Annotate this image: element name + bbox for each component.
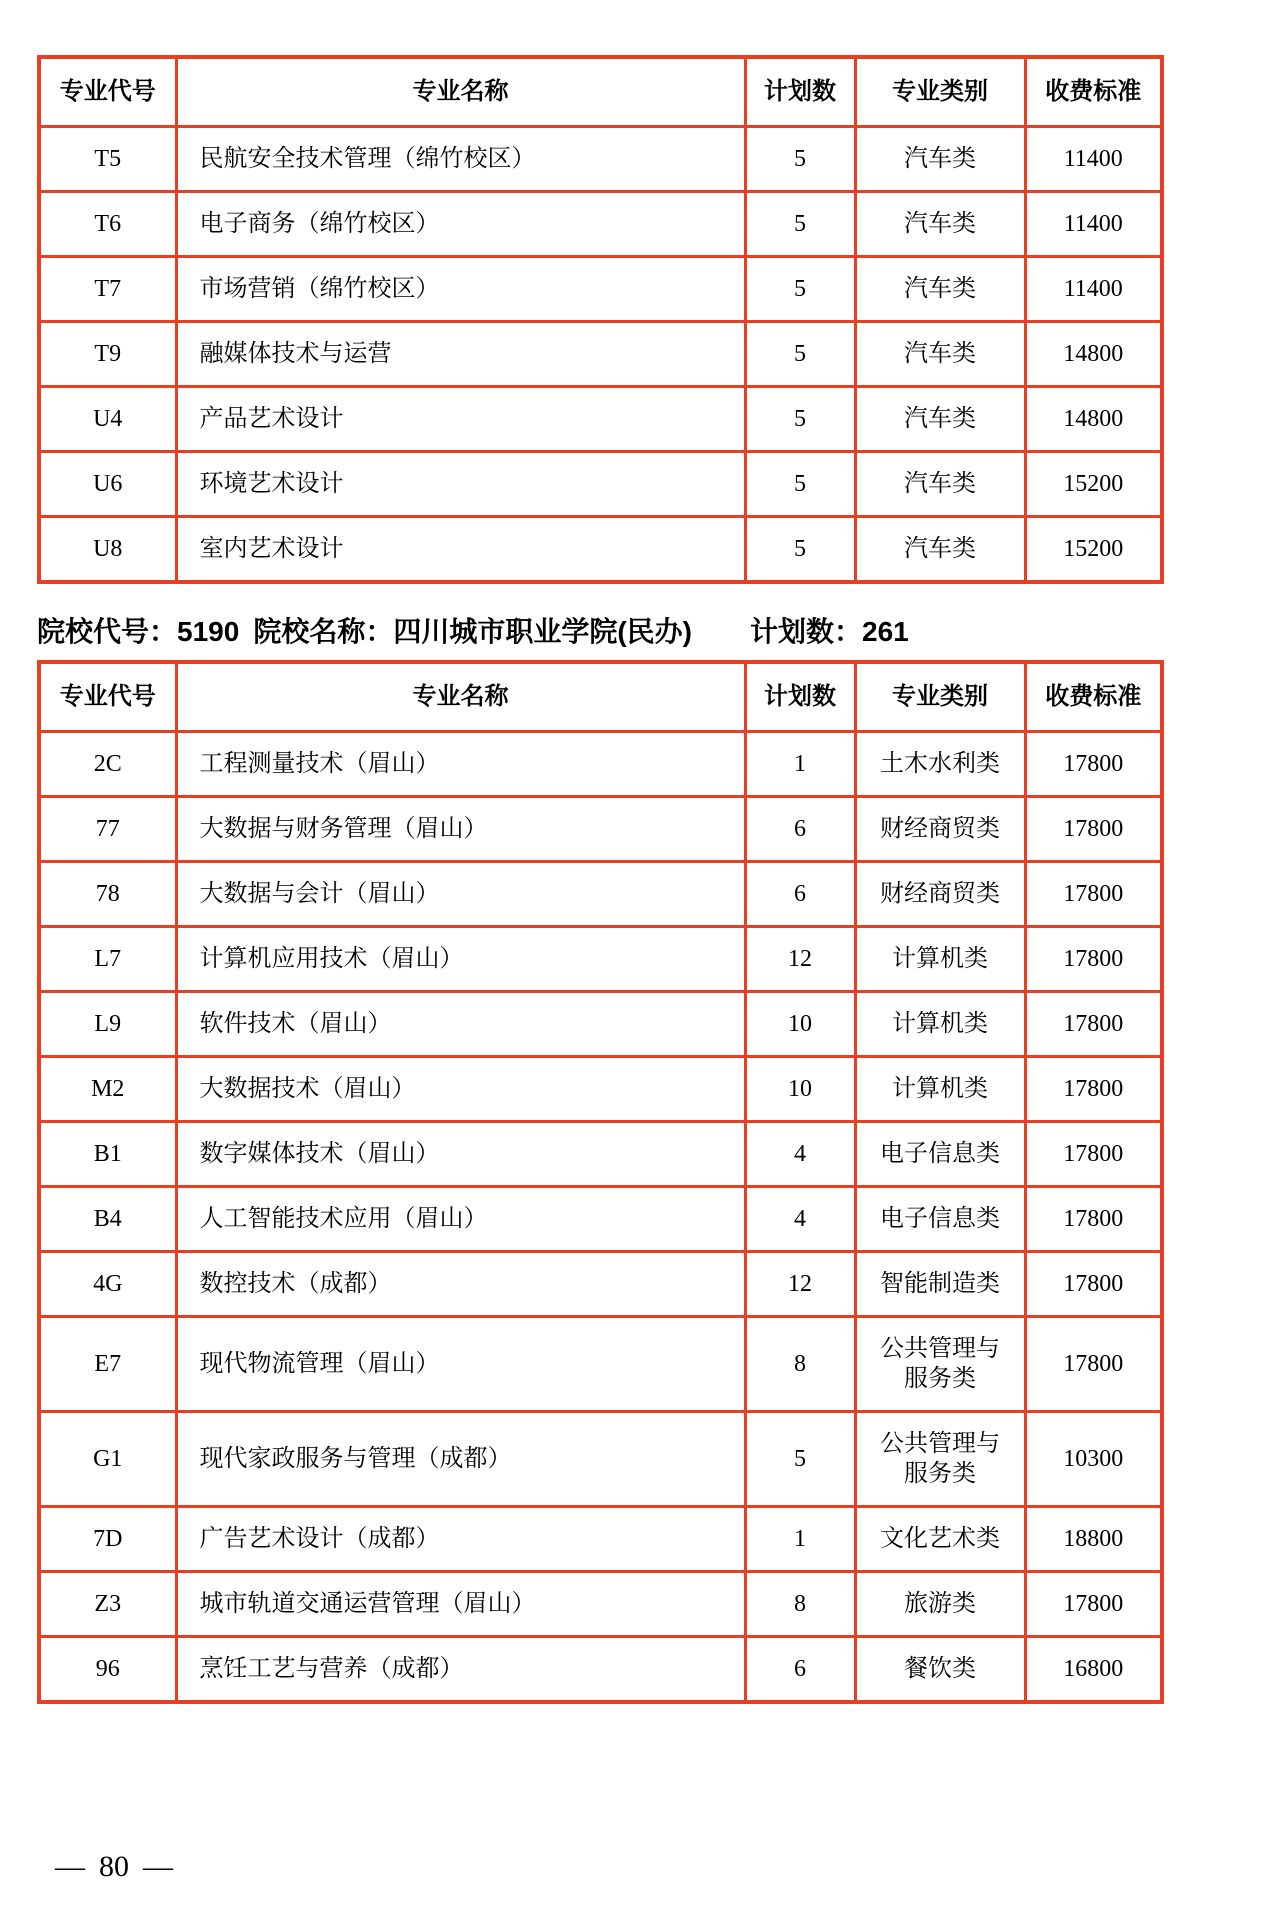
cell-major-category: 汽车类 <box>855 192 1025 257</box>
cell-major-category: 计算机类 <box>855 992 1025 1057</box>
page-footer <box>37 1849 1269 1885</box>
cell-fee-standard: 17800 <box>1025 797 1162 862</box>
plan-table-1 <box>37 55 1164 584</box>
cell-major-name: 广告艺术设计（成都） <box>176 1507 745 1572</box>
cell-major-code: 7D <box>39 1507 176 1572</box>
cell-major-name: 数字媒体技术（眉山） <box>176 1122 745 1187</box>
cell-fee-standard: 16800 <box>1025 1637 1162 1703</box>
table-row <box>39 192 1162 257</box>
cell-major-category: 公共管理与服务类 <box>855 1317 1025 1412</box>
cell-major-category: 财经商贸类 <box>855 797 1025 862</box>
cell-plan-count: 1 <box>745 1507 855 1572</box>
plan-table-2 <box>37 660 1164 1704</box>
table1-body <box>39 127 1162 583</box>
plan-total-label: 计划数： <box>750 616 863 647</box>
table-row <box>39 1572 1162 1637</box>
cell-fee-standard: 10300 <box>1025 1412 1162 1507</box>
table-row <box>39 452 1162 517</box>
table-row <box>39 387 1162 452</box>
cell-major-name: 室内艺术设计 <box>176 517 745 583</box>
table-row <box>39 1507 1162 1572</box>
college-heading <box>37 614 1160 650</box>
cell-fee-standard: 17800 <box>1025 732 1162 797</box>
cell-fee-standard: 11400 <box>1025 127 1162 192</box>
cell-plan-count: 10 <box>745 992 855 1057</box>
cell-plan-count: 10 <box>745 1057 855 1122</box>
cell-plan-count: 5 <box>745 517 855 583</box>
cell-major-name: 大数据与会计（眉山） <box>176 862 745 927</box>
cell-major-name: 环境艺术设计 <box>176 452 745 517</box>
table-row <box>39 517 1162 583</box>
cell-major-code: 2C <box>39 732 176 797</box>
cell-major-name: 软件技术（眉山） <box>176 992 745 1057</box>
cell-major-category: 智能制造类 <box>855 1252 1025 1317</box>
table-row <box>39 1252 1162 1317</box>
cell-major-name: 市场营销（绵竹校区） <box>176 257 745 322</box>
cell-major-code: T7 <box>39 257 176 322</box>
cell-plan-count: 5 <box>745 452 855 517</box>
cell-major-name: 城市轨道交通运营管理（眉山） <box>176 1572 745 1637</box>
cell-major-name: 工程测量技术（眉山） <box>176 732 745 797</box>
footer-dash-left: — <box>55 1850 85 1883</box>
cell-major-code: E7 <box>39 1317 176 1412</box>
cell-major-code: U4 <box>39 387 176 452</box>
cell-fee-standard: 17800 <box>1025 927 1162 992</box>
table-row <box>39 1122 1162 1187</box>
table-row <box>39 127 1162 192</box>
cell-fee-standard: 17800 <box>1025 1252 1162 1317</box>
cell-plan-count: 5 <box>745 1412 855 1507</box>
cell-fee-standard: 15200 <box>1025 452 1162 517</box>
table-header-row <box>39 662 1162 732</box>
cell-major-category: 土木水利类 <box>855 732 1025 797</box>
cell-fee-standard: 17800 <box>1025 1057 1162 1122</box>
cell-major-category: 汽车类 <box>855 387 1025 452</box>
cell-major-category: 电子信息类 <box>855 1122 1025 1187</box>
cell-fee-standard: 11400 <box>1025 192 1162 257</box>
table-row <box>39 862 1162 927</box>
cell-major-name: 大数据与财务管理（眉山） <box>176 797 745 862</box>
cell-major-name: 现代家政服务与管理（成都） <box>176 1412 745 1507</box>
col-header-major-code: 专业代号 <box>39 662 176 732</box>
cell-major-category: 财经商贸类 <box>855 862 1025 927</box>
table-header-row <box>39 57 1162 127</box>
table-row <box>39 1057 1162 1122</box>
cell-plan-count: 5 <box>745 257 855 322</box>
cell-major-code: Z3 <box>39 1572 176 1637</box>
cell-fee-standard: 14800 <box>1025 387 1162 452</box>
cell-fee-standard: 17800 <box>1025 862 1162 927</box>
table-row <box>39 927 1162 992</box>
cell-fee-standard: 17800 <box>1025 1122 1162 1187</box>
col-header-fee-standard: 收费标准 <box>1025 662 1162 732</box>
cell-major-category: 电子信息类 <box>855 1187 1025 1252</box>
cell-fee-standard: 11400 <box>1025 257 1162 322</box>
cell-major-code: 77 <box>39 797 176 862</box>
col-header-plan-count: 计划数 <box>745 57 855 127</box>
cell-major-name: 融媒体技术与运营 <box>176 322 745 387</box>
cell-plan-count: 4 <box>745 1122 855 1187</box>
table-row <box>39 1412 1162 1507</box>
cell-major-category: 汽车类 <box>855 127 1025 192</box>
cell-major-code: T6 <box>39 192 176 257</box>
footer-page-number: 80 <box>99 1850 129 1883</box>
table-row <box>39 1187 1162 1252</box>
cell-fee-standard: 18800 <box>1025 1507 1162 1572</box>
cell-plan-count: 5 <box>745 192 855 257</box>
cell-plan-count: 12 <box>745 927 855 992</box>
cell-major-code: B1 <box>39 1122 176 1187</box>
college-name-label: 院校名称： <box>253 616 394 647</box>
col-header-major-code: 专业代号 <box>39 57 176 127</box>
table-row <box>39 257 1162 322</box>
cell-major-category: 汽车类 <box>855 517 1025 583</box>
cell-major-code: L7 <box>39 927 176 992</box>
cell-major-name: 人工智能技术应用（眉山） <box>176 1187 745 1252</box>
table-row <box>39 1637 1162 1703</box>
cell-major-category: 汽车类 <box>855 452 1025 517</box>
cell-major-code: U8 <box>39 517 176 583</box>
col-header-major-category: 专业类别 <box>855 662 1025 732</box>
cell-major-category: 旅游类 <box>855 1572 1025 1637</box>
cell-plan-count: 5 <box>745 387 855 452</box>
cell-major-name: 计算机应用技术（眉山） <box>176 927 745 992</box>
cell-major-name: 民航安全技术管理（绵竹校区） <box>176 127 745 192</box>
cell-major-code: 4G <box>39 1252 176 1317</box>
cell-major-code: 96 <box>39 1637 176 1703</box>
cell-fee-standard: 17800 <box>1025 1572 1162 1637</box>
cell-major-name: 烹饪工艺与营养（成都） <box>176 1637 745 1703</box>
cell-major-code: T5 <box>39 127 176 192</box>
col-header-major-name: 专业名称 <box>176 57 745 127</box>
footer-dash-right: — <box>143 1850 173 1883</box>
table2-body <box>39 732 1162 1703</box>
cell-plan-count: 12 <box>745 1252 855 1317</box>
table-row <box>39 797 1162 862</box>
cell-plan-count: 6 <box>745 862 855 927</box>
table-row <box>39 992 1162 1057</box>
cell-major-name: 现代物流管理（眉山） <box>176 1317 745 1412</box>
cell-major-category: 汽车类 <box>855 322 1025 387</box>
cell-major-code: G1 <box>39 1412 176 1507</box>
college-code-label: 院校代号： <box>37 616 178 647</box>
cell-major-category: 计算机类 <box>855 927 1025 992</box>
table-row <box>39 732 1162 797</box>
cell-plan-count: 8 <box>745 1572 855 1637</box>
col-header-major-category: 专业类别 <box>855 57 1025 127</box>
cell-plan-count: 1 <box>745 732 855 797</box>
cell-major-category: 餐饮类 <box>855 1637 1025 1703</box>
plan-total-value: 261 <box>862 616 909 647</box>
cell-major-category: 计算机类 <box>855 1057 1025 1122</box>
cell-fee-standard: 17800 <box>1025 1187 1162 1252</box>
cell-major-name: 数控技术（成都） <box>176 1252 745 1317</box>
cell-plan-count: 5 <box>745 127 855 192</box>
table-row <box>39 1317 1162 1412</box>
cell-major-name: 产品艺术设计 <box>176 387 745 452</box>
cell-major-code: B4 <box>39 1187 176 1252</box>
col-header-plan-count: 计划数 <box>745 662 855 732</box>
cell-fee-standard: 17800 <box>1025 1317 1162 1412</box>
cell-major-name: 电子商务（绵竹校区） <box>176 192 745 257</box>
cell-major-code: M2 <box>39 1057 176 1122</box>
cell-major-category: 文化艺术类 <box>855 1507 1025 1572</box>
col-header-major-name: 专业名称 <box>176 662 745 732</box>
cell-major-code: U6 <box>39 452 176 517</box>
cell-major-name: 大数据技术（眉山） <box>176 1057 745 1122</box>
cell-plan-count: 5 <box>745 322 855 387</box>
cell-major-code: T9 <box>39 322 176 387</box>
cell-plan-count: 4 <box>745 1187 855 1252</box>
col-header-fee-standard: 收费标准 <box>1025 57 1162 127</box>
cell-major-category: 汽车类 <box>855 257 1025 322</box>
cell-fee-standard: 14800 <box>1025 322 1162 387</box>
cell-major-category: 公共管理与服务类 <box>855 1412 1025 1507</box>
college-code-value: 5190 <box>177 616 240 647</box>
cell-plan-count: 6 <box>745 1637 855 1703</box>
cell-major-code: L9 <box>39 992 176 1057</box>
cell-fee-standard: 15200 <box>1025 517 1162 583</box>
plan-total <box>750 614 909 650</box>
table-row <box>39 322 1162 387</box>
cell-fee-standard: 17800 <box>1025 992 1162 1057</box>
cell-major-code: 78 <box>39 862 176 927</box>
college-name-value: 四川城市职业学院(民办) <box>393 616 692 647</box>
cell-plan-count: 8 <box>745 1317 855 1412</box>
cell-plan-count: 6 <box>745 797 855 862</box>
